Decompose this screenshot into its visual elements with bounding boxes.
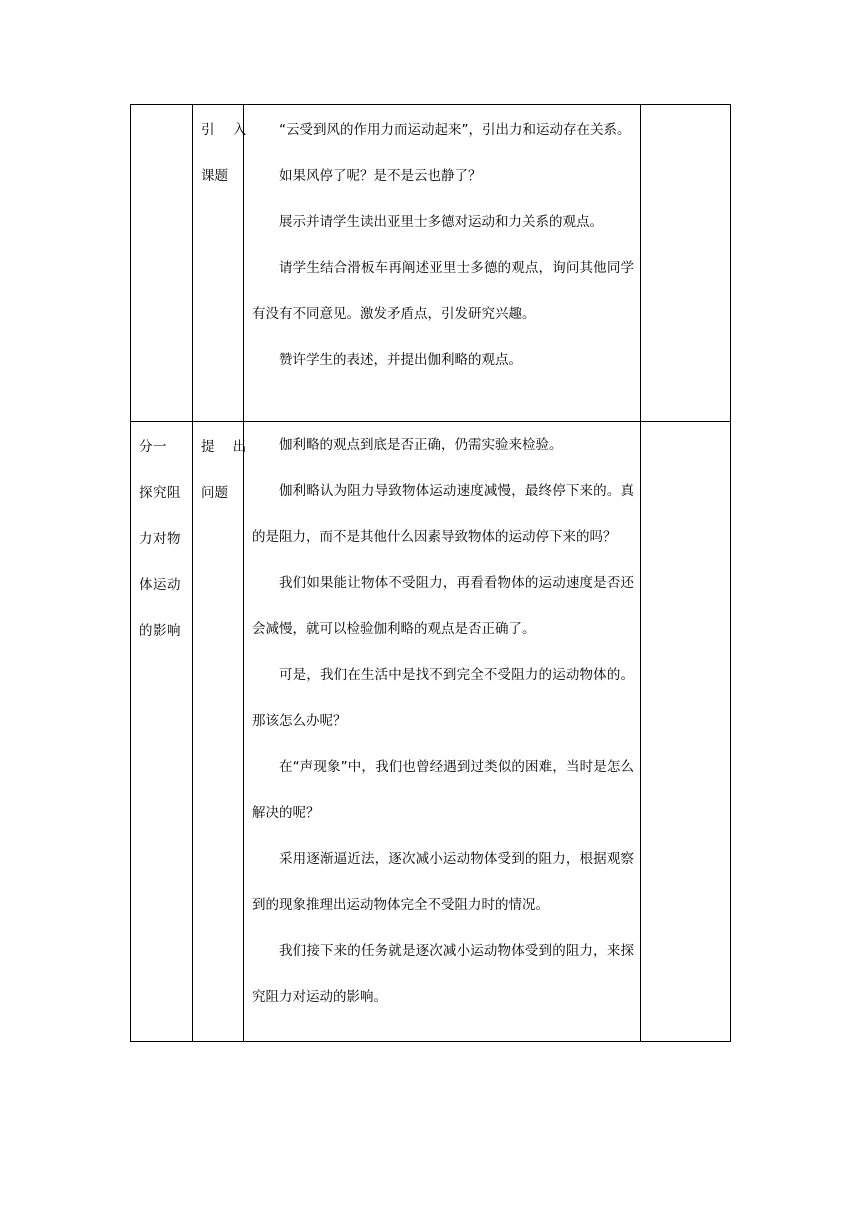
content-paragraph: 可是，我们在生活中是找不到完全不受阻力的运动物体的。那该怎么办呢？ <box>252 667 634 729</box>
step-label-line: 引 入 <box>201 122 254 138</box>
content-paragraph: 请学生结合滑板车再阐述亚里士多德的观点，询问其他同学有没有不同意见。激发矛盾点，引发研究兴趣。 <box>252 260 634 322</box>
step-cell <box>193 422 254 1042</box>
content-paragraph: 伽利略认为阻力导致物体运动速度减慢，最终停下来的。真的是阻力，而不是其他什么因素导致物体的运动停下来的吗？ <box>252 483 634 545</box>
section-cell <box>131 105 193 422</box>
section-label-line: 的影响 <box>139 623 181 639</box>
content-paragraph: 我们接下来的任务就是逐次减小运动物体受到的阻力，来探究阻力对运动的影响。 <box>252 943 634 1005</box>
step-label-line: 问题 <box>201 485 228 501</box>
section-label-line: 分一 <box>139 439 167 455</box>
content-paragraph: 赞许学生的表述，并提出伽利略的观点。 <box>279 352 522 368</box>
content-paragraph: 如果风停了呢？是不是云也静了？ <box>279 168 482 184</box>
notes-cell <box>641 422 731 1042</box>
lesson-plan-table <box>130 104 731 1042</box>
section-label-line: 探究阻 <box>139 485 181 501</box>
section-cell <box>131 422 193 1042</box>
content-cell <box>244 422 641 1042</box>
table-row <box>131 105 731 422</box>
content-paragraph: 采用逐渐逼近法，逐次减小运动物体受到的阻力，根据观察到的现象推理出运动物体完全不受阻力时的情况。 <box>252 851 634 913</box>
content-paragraph: 伽利略的观点到底是否正确，仍需实验来检验。 <box>279 437 563 453</box>
content-paragraph: 在“声现象”中，我们也曾经遇到过类似的困难，当时是怎么解决的呢？ <box>252 759 634 821</box>
content-paragraph: “云受到风的作用力而运动起来”，引出力和运动存在关系。 <box>279 122 631 138</box>
content-paragraph: 展示并请学生读出亚里士多德对运动和力关系的观点。 <box>279 214 603 230</box>
step-label-line: 提 出 <box>201 439 254 455</box>
notes-cell <box>641 105 731 422</box>
section-label-line: 力对物 <box>139 531 181 547</box>
step-cell <box>193 105 254 422</box>
content-paragraph: 我们如果能让物体不受阻力，再看看物体的运动速度是否还会减慢，就可以检验伽利略的观点是否正确了。 <box>252 575 634 637</box>
step-label-line: 课题 <box>201 168 228 184</box>
content-cell <box>244 105 641 422</box>
table-row <box>131 422 731 1042</box>
section-label-line: 体运动 <box>139 577 181 593</box>
